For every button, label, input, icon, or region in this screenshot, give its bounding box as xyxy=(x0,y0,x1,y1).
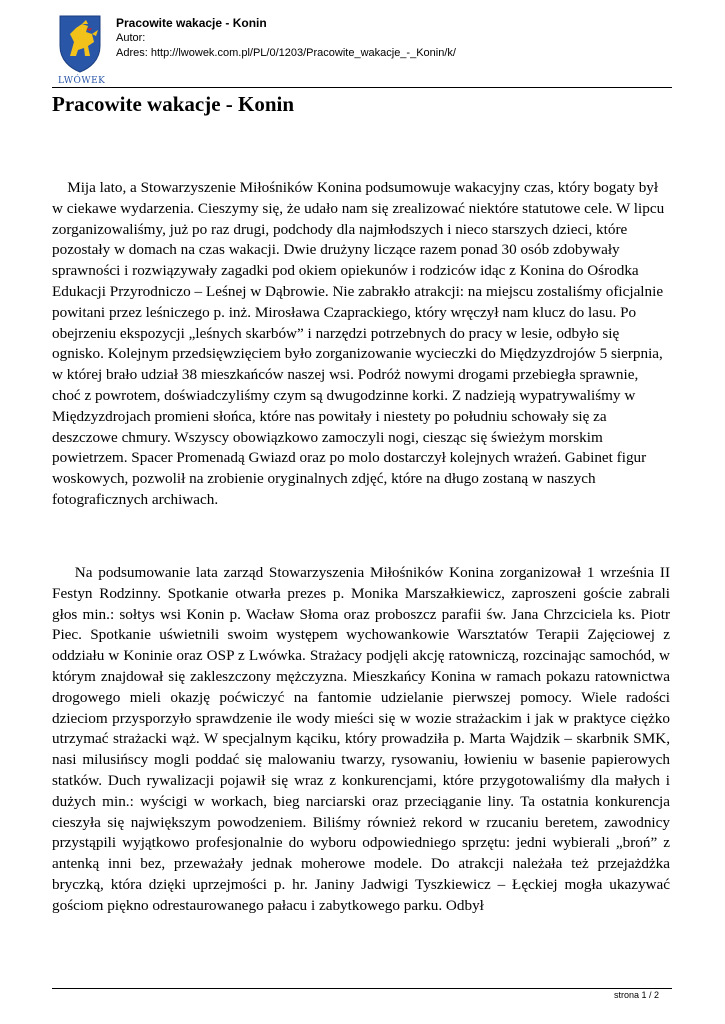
header-divider xyxy=(52,87,672,88)
paragraph-2 xyxy=(52,563,670,917)
meta-author: Autor: xyxy=(116,32,146,44)
crest-wordmark: LWÓWEK xyxy=(58,76,106,86)
paragraph-1-text: Mija lato, a Stowarzyszenie Miłośników Konina podsumowuje wakacyjny czas, który bogaty był w ciekawe wydarzenia. Cieszymy się, że udało nam się zrealizować niektóre statutowe cele. W lipcu zorganizowaliśmy, już po raz drugi, podchody dla najmłodszych i nieco starszych dzieci, które pozostały w domach na czas wakacji. Dwie drużyny liczące razem ponad 30 osób zdobywały sprawności i rozwiązywały zagadki pod okiem opiekunów i rodziców idąc z Konina do Ośrodka Edukacji Przyrodniczo – Leśnej w Dąbrowie. Nie zabrakło atrakcji: na miejscu zostaliśmy oficjalnie powitani przez leśniczego p. inż. Mirosława Czaprackiego, który wręczył nam klucz do lasu. Po obejrzeniu ekspozycji „leśnych skarbów” i narzędzi potrzebnych do pracy w lesie, odbyło się ognisko. Kolejnym przedsięwzięciem było zorganizowanie wycieczki do Międzyzdrojów 5 sierpnia, w której brało udział 38 mieszkańców naszej wsi. Podróż nowymi drogami przebiegła sprawnie, choć z powrotem, doświadczyliśmy czym są dwugodzinne korki. Z nadzieją wypatrywaliśmy w Międzyzdrojach promieni słońca, które nas powitały i niestety po południu schowały się za deszczowe chmury. Wszyscy obowiązkowo zamoczyli nogi, ciesząc się świeżym morskim powietrzem. Spacer Promenadą Gwiazd oraz po molo dostarczył kolejnych wrażeń. Gabinet figur woskowych, pozwolił na zrobienie oryginalnych zdjęć, które na długo zostaną w naszych fotograficznych archiwach. xyxy=(52,179,665,508)
footer-divider xyxy=(52,988,672,989)
meta-address: Adres: http://lwowek.com.pl/PL/0/1203/Pracowite_wakacje_-_Konin/k/ xyxy=(116,47,456,59)
page-title: Pracowite wakacje - Konin xyxy=(52,92,295,116)
crest-shield-icon xyxy=(52,12,108,76)
lwowek-crest-logo xyxy=(52,12,108,84)
paragraph-2-text: Na podsumowanie lata zarząd Stowarzyszenia Miłośników Konina zorganizował 1 września II Festyn Rodzinny. Spotkanie otwarła prezes p. Monika Marszałkiewicz, zaproszeni goście zabrali głos min.: sołtys wsi Konin p. Wacław Słoma oraz proboszcz parafii św. Jana Chrzciciela ks. Piotr Piec. Spotkanie uświetnili swoim występem wychowankowie Warsztatów Terapii Zajęciowej z oddziału w Koninie oraz OSP z Lwówka. Strażacy podjęli akcję ratowniczą, rozcinając samochód, w którym znajdował się zakleszczony mężczyzna. Mieszkańcy Konina w ramach pokazu ratownictwa drogowego mieli okazję poćwiczyć na fantomie udzielanie pierwszej pomocy. Wiele radości dzieciom przysporzyło sprawdzenie ile wody mieści się w wozie strażackim i jak w praktyce ciężko utrzymać strażacki wąż. W specjalnym kąciku, który prowadziła p. Marta Wajdzik – skarbnik SMK, nasi milusińscy mogli poddać się malowaniu twarzy, rysowaniu, łowieniu w basenie papierowych statków. Duch rywalizacji pojawił się wraz z konkurencjami, które przygotowaliśmy dla małych i dużych min.: wyścigi w workach, bieg narciarski oraz przeciąganie liny. Ta ostatnia konkurencja cieszyła się największym powodzeniem. Biliśmy również rekord w rzucaniu beretem, zawodnicy przystąpili wyjątkowo profesjonalnie do wyboru odpowiedniego sprzętu: jedni wybierali „broń” z antenką inni bez, przeważały jednak moherowe modele. Do atrakcji należała też przejażdżka bryczką, która dzięki uprzejmości p. hr. Janiny Jadwigi Tyszkiewicz – Łęckiej mogła ukazywać gościom piękno odrestaurowanego pałacu i zabytkowego parku. Odbył xyxy=(52,564,670,914)
page-header xyxy=(52,12,672,88)
paragraph-1 xyxy=(52,178,670,511)
meta-title: Pracowite wakacje - Konin xyxy=(116,16,267,30)
document-meta xyxy=(116,15,456,61)
page-number: strona 1 / 2 xyxy=(613,990,659,1000)
